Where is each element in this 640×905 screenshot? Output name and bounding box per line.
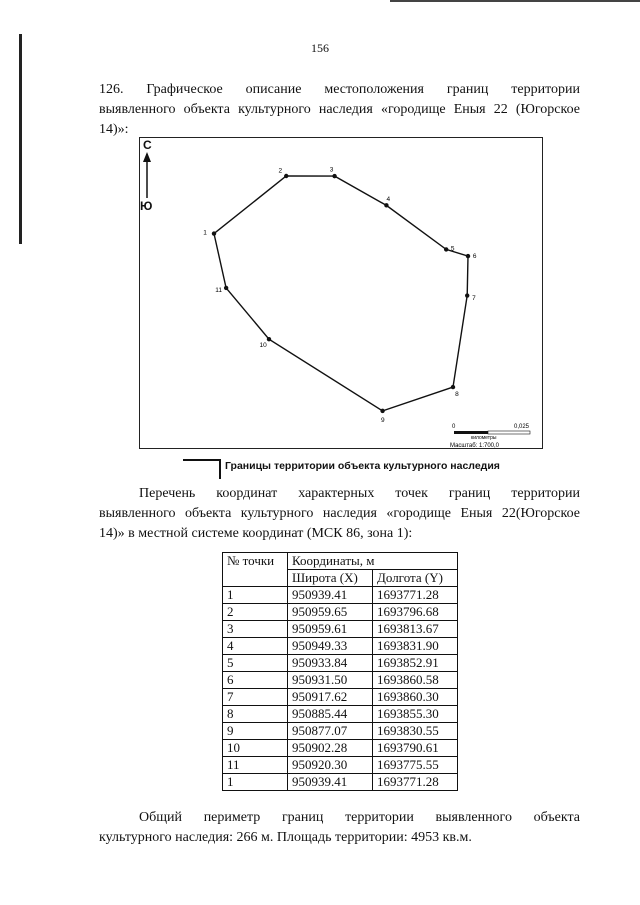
boundary-vertex: [332, 174, 336, 178]
north-arrowhead-icon: [143, 152, 151, 162]
list-intro-line: выявленного объекта культурного наследия «городище Еныя 22(Югорское: [99, 506, 580, 521]
table-row: [223, 723, 458, 740]
scale-text: Масштаб: 1:700,0: [450, 443, 500, 448]
south-label: Ю: [140, 199, 153, 213]
vertex-label: 6: [472, 252, 477, 260]
table-row: [223, 587, 458, 604]
point-number-cell: 7: [223, 689, 288, 706]
vertex-label: 4: [386, 196, 391, 203]
scale-unit: километры: [471, 435, 497, 441]
header-latitude: Широта (X): [288, 570, 373, 587]
section-heading-line: выявленного объекта культурного наследия «городище Еныя 22 (Югорское: [99, 102, 580, 117]
point-number-cell: 10: [223, 740, 288, 757]
scale-bar-segment: [454, 431, 488, 434]
point-number-cell: 6: [223, 672, 288, 689]
legend-label: Границы территории объекта культурного наследия: [225, 460, 500, 472]
table-row: [223, 757, 458, 774]
latitude-cell: 950902.28: [288, 740, 373, 757]
coordinates-table: [222, 552, 458, 791]
longitude-cell: 1693852.91: [373, 655, 458, 672]
vertex-label: 8: [455, 391, 459, 399]
legend-line-icon: [183, 459, 219, 461]
vertex-label: 11: [215, 286, 222, 294]
latitude-cell: 950949.33: [288, 638, 373, 655]
latitude-cell: 950939.41: [288, 587, 373, 604]
list-intro-line: 14)» в местной системе координат (МСК 86, зона 1):: [99, 526, 413, 541]
scale-bar: [450, 424, 530, 448]
section-heading-line: 126. Графическое описание местоположения границ территории: [99, 82, 580, 97]
header-point-number: № точки: [223, 553, 288, 587]
table-row: [223, 604, 458, 621]
latitude-cell: 950959.65: [288, 604, 373, 621]
boundary-map: [139, 137, 543, 449]
point-number-cell: 5: [223, 655, 288, 672]
summary-line: культурного наследия: 266 м. Площадь территории: 4953 кв.м.: [99, 830, 472, 845]
boundary-vertex: [284, 174, 288, 178]
point-number-cell: 9: [223, 723, 288, 740]
table-row: [223, 638, 458, 655]
latitude-cell: 950939.41: [288, 774, 373, 791]
table-header-row: [223, 553, 458, 570]
boundary-vertex: [212, 231, 216, 235]
latitude-cell: 950917.62: [288, 689, 373, 706]
point-number-cell: 2: [223, 604, 288, 621]
longitude-cell: 1693860.30: [373, 689, 458, 706]
page-number: 156: [311, 41, 329, 55]
point-number-cell: 4: [223, 638, 288, 655]
section-heading-line: 14)»:: [99, 122, 129, 137]
summary: [99, 808, 580, 848]
point-number-cell: 11: [223, 757, 288, 774]
longitude-cell: 1693830.55: [373, 723, 458, 740]
latitude-cell: 950877.07: [288, 723, 373, 740]
legend-tick-icon: [219, 459, 221, 479]
longitude-cell: 1693831.90: [373, 638, 458, 655]
scan-edge-mark: [390, 0, 640, 2]
table-row: [223, 621, 458, 638]
latitude-cell: 950959.61: [288, 621, 373, 638]
latitude-cell: 950933.84: [288, 655, 373, 672]
longitude-cell: 1693771.28: [373, 774, 458, 791]
scan-edge-mark: [19, 34, 22, 244]
point-number-cell: 8: [223, 706, 288, 723]
list-intro: [99, 484, 580, 544]
table-row: [223, 672, 458, 689]
longitude-cell: 1693771.28: [373, 587, 458, 604]
vertex-label: 2: [278, 167, 283, 175]
longitude-cell: 1693855.30: [373, 706, 458, 723]
boundary-vertex: [444, 247, 448, 251]
point-number-cell: 3: [223, 621, 288, 638]
longitude-cell: 1693860.58: [373, 672, 458, 689]
scale-end: 0,025: [514, 424, 530, 430]
latitude-cell: 950920.30: [288, 757, 373, 774]
point-number-cell: 1: [223, 774, 288, 791]
latitude-cell: 950885.44: [288, 706, 373, 723]
header-longitude: Долгота (Y): [373, 570, 458, 587]
vertex-label: 9: [381, 416, 385, 424]
boundary-vertex: [267, 337, 271, 341]
boundary-vertex: [380, 409, 384, 413]
longitude-cell: 1693813.67: [373, 621, 458, 638]
boundary-vertex: [466, 254, 470, 258]
boundary-vertex: [451, 385, 455, 389]
boundary-vertex: [465, 293, 469, 297]
section-heading: [99, 80, 580, 140]
table-row: [223, 655, 458, 672]
boundary-vertex: [384, 203, 388, 207]
table-row: [223, 740, 458, 757]
boundary-vertex: [224, 286, 228, 290]
scale-start: 0: [452, 424, 456, 430]
list-intro-line: Перечень координат характерных точек границ территории: [139, 486, 580, 501]
point-number-cell: 1: [223, 587, 288, 604]
vertex-label: 3: [329, 166, 334, 174]
map-canvas: [140, 138, 542, 448]
scale-bar-segment: [488, 431, 530, 434]
summary-line: Общий периметр границ территории выявленного объекта: [139, 810, 580, 825]
header-coordinates: Координаты, м: [288, 553, 458, 570]
table-row: [223, 689, 458, 706]
longitude-cell: 1693790.61: [373, 740, 458, 757]
table-row: [223, 774, 458, 791]
vertex-label: 10: [259, 341, 267, 349]
longitude-cell: 1693796.68: [373, 604, 458, 621]
territory-boundary: [214, 176, 468, 411]
north-label: С: [143, 138, 152, 152]
vertex-label: 5: [450, 245, 455, 253]
table-row: [223, 706, 458, 723]
vertex-label: 7: [472, 295, 476, 303]
longitude-cell: 1693775.55: [373, 757, 458, 774]
latitude-cell: 950931.50: [288, 672, 373, 689]
vertex-label: 1: [203, 229, 207, 237]
